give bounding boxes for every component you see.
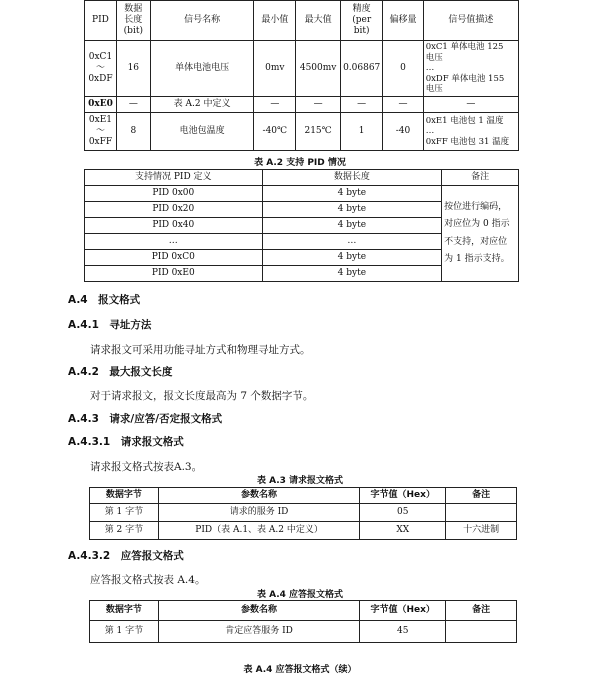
byte-cell: 第 1 字节 bbox=[90, 504, 159, 522]
param-cell: 请求的服务 ID bbox=[158, 504, 359, 522]
table-a1-header-cell: 精度 (per bit) bbox=[341, 1, 383, 41]
table-row bbox=[90, 504, 517, 522]
description-cell: 0xE1 电池包 1 温度 … 0xFF 电池包 31 温度 bbox=[423, 113, 518, 151]
table-a1 bbox=[84, 0, 519, 151]
table-a1-header-cell: 最小值 bbox=[254, 1, 296, 41]
table-a3-header-cell: 参数名称 bbox=[158, 488, 359, 504]
section-a431-text: 请求报文格式按表A.3。 bbox=[90, 461, 203, 473]
length-cell: 8 bbox=[116, 113, 150, 151]
table-a3 bbox=[89, 487, 517, 540]
length-cell: 4 byte bbox=[262, 218, 442, 234]
table-a4-continued-caption: 表 A.4 应答报文格式（续） bbox=[243, 665, 357, 675]
offset-cell: — bbox=[383, 97, 423, 113]
precision-cell: 0.06867 bbox=[341, 41, 383, 97]
param-cell: 肯定应答服务 ID bbox=[158, 621, 359, 643]
table-a1-header-cell: 数据 长度 (bit) bbox=[116, 1, 150, 41]
table-a2-caption: 表 A.2 支持 PID 情况 bbox=[254, 158, 346, 168]
pid-cell: PID 0xC0 bbox=[85, 250, 263, 266]
table-a3-header-cell: 字节值（Hex） bbox=[360, 488, 446, 504]
param-cell: PID（表 A.1、表 A.2 中定义） bbox=[158, 522, 359, 540]
table-row bbox=[90, 522, 517, 540]
table-a4 bbox=[89, 600, 517, 643]
section-a41-text: 请求报文可采用功能寻址方式和物理寻址方式。 bbox=[90, 344, 311, 356]
table-a1-header-cell: 信号值描述 bbox=[423, 1, 518, 41]
table-a2-header-cell: 备注 bbox=[442, 170, 519, 186]
max-cell: 215℃ bbox=[296, 113, 341, 151]
table-a1-header-cell: PID bbox=[85, 1, 117, 41]
length-cell: 4 byte bbox=[262, 186, 442, 202]
note-cell bbox=[446, 504, 517, 522]
table-a2-header-cell: 数据长度 bbox=[262, 170, 442, 186]
table-row bbox=[85, 186, 519, 202]
table-a4-header-cell: 字节值（Hex） bbox=[360, 601, 446, 621]
length-cell: 4 byte bbox=[262, 202, 442, 218]
section-a43-heading: A.4.3 请求/应答/否定报文格式 bbox=[68, 413, 223, 425]
pid-cell: PID 0x20 bbox=[85, 202, 263, 218]
byte-cell: 第 2 字节 bbox=[90, 522, 159, 540]
section-a42-text: 对于请求报文，报文长度最高为 7 个数据字节。 bbox=[90, 390, 314, 402]
table-a4-header-cell: 参数名称 bbox=[158, 601, 359, 621]
description-cell: — bbox=[423, 97, 518, 113]
max-cell: — bbox=[296, 97, 341, 113]
table-a3-caption: 表 A.3 请求报文格式 bbox=[256, 476, 344, 486]
pid-cell: 0xC1 ～ 0xDF bbox=[85, 41, 117, 97]
value-cell: XX bbox=[360, 522, 446, 540]
value-cell: 05 bbox=[360, 504, 446, 522]
table-a2 bbox=[84, 169, 519, 282]
length-cell: 4 byte bbox=[262, 250, 442, 266]
table-a1-header-cell: 最大值 bbox=[296, 1, 341, 41]
precision-cell: — bbox=[341, 97, 383, 113]
signal-name-cell: 单体电池电压 bbox=[150, 41, 254, 97]
table-a2-header-cell: 支持情况 PID 定义 bbox=[85, 170, 263, 186]
length-cell: … bbox=[262, 234, 442, 250]
length-cell: 16 bbox=[116, 41, 150, 97]
section-a432-heading: A.4.3.2 应答报文格式 bbox=[68, 550, 184, 562]
section-a4-heading: A.4 报文格式 bbox=[68, 294, 141, 306]
table-a1-header-cell: 信号名称 bbox=[150, 1, 254, 41]
offset-cell: -40 bbox=[383, 113, 423, 151]
table-a4-header-cell: 备注 bbox=[446, 601, 517, 621]
pid-cell: … bbox=[85, 234, 263, 250]
table-a3-header bbox=[90, 488, 517, 504]
note-cell: 按位进行编码，对应位为 0 指示不支持，对应位为 1 指示支持。 bbox=[442, 186, 519, 282]
length-cell: 4 byte bbox=[262, 266, 442, 282]
table-row bbox=[85, 41, 519, 97]
table-a4-caption: 表 A.4 应答报文格式 bbox=[256, 590, 344, 600]
pid-cell: 0xE1 ～ 0xFF bbox=[85, 113, 117, 151]
table-a4-header bbox=[90, 601, 517, 621]
precision-cell: 1 bbox=[341, 113, 383, 151]
description-cell: 0xC1 单体电池 125 电压 … 0xDF 单体电池 155 电压 bbox=[423, 41, 518, 97]
table-a3-header-cell: 数据字节 bbox=[90, 488, 159, 504]
offset-cell: 0 bbox=[383, 41, 423, 97]
table-a2-header bbox=[85, 170, 519, 186]
byte-cell: 第 1 字节 bbox=[90, 621, 159, 643]
min-cell: — bbox=[254, 97, 296, 113]
min-cell: 0mv bbox=[254, 41, 296, 97]
pid-cell: PID 0x40 bbox=[85, 218, 263, 234]
value-cell: 45 bbox=[360, 621, 446, 643]
note-cell: 十六进制 bbox=[446, 522, 517, 540]
note-cell bbox=[446, 621, 517, 643]
max-cell: 4500mv bbox=[296, 41, 341, 97]
length-cell: — bbox=[116, 97, 150, 113]
signal-name-cell: 表 A.2 中定义 bbox=[150, 97, 254, 113]
section-a41-heading: A.4.1 寻址方法 bbox=[68, 319, 152, 331]
table-row bbox=[85, 97, 519, 113]
table-row bbox=[85, 113, 519, 151]
section-a431-heading: A.4.3.1 请求报文格式 bbox=[68, 436, 184, 448]
pid-cell: PID 0x00 bbox=[85, 186, 263, 202]
pid-cell: PID 0xE0 bbox=[85, 266, 263, 282]
table-a3-header-cell: 备注 bbox=[446, 488, 517, 504]
section-a42-heading: A.4.2 最大报文长度 bbox=[68, 366, 173, 378]
table-row bbox=[90, 621, 517, 643]
table-a4-header-cell: 数据字节 bbox=[90, 601, 159, 621]
min-cell: -40℃ bbox=[254, 113, 296, 151]
signal-name-cell: 电池包温度 bbox=[150, 113, 254, 151]
pid-cell: 0xE0 bbox=[85, 97, 117, 113]
table-a1-header-cell: 偏移量 bbox=[383, 1, 423, 41]
section-a432-text: 应答报文格式按表 A.4。 bbox=[90, 574, 206, 586]
table-a1-header bbox=[85, 1, 519, 41]
